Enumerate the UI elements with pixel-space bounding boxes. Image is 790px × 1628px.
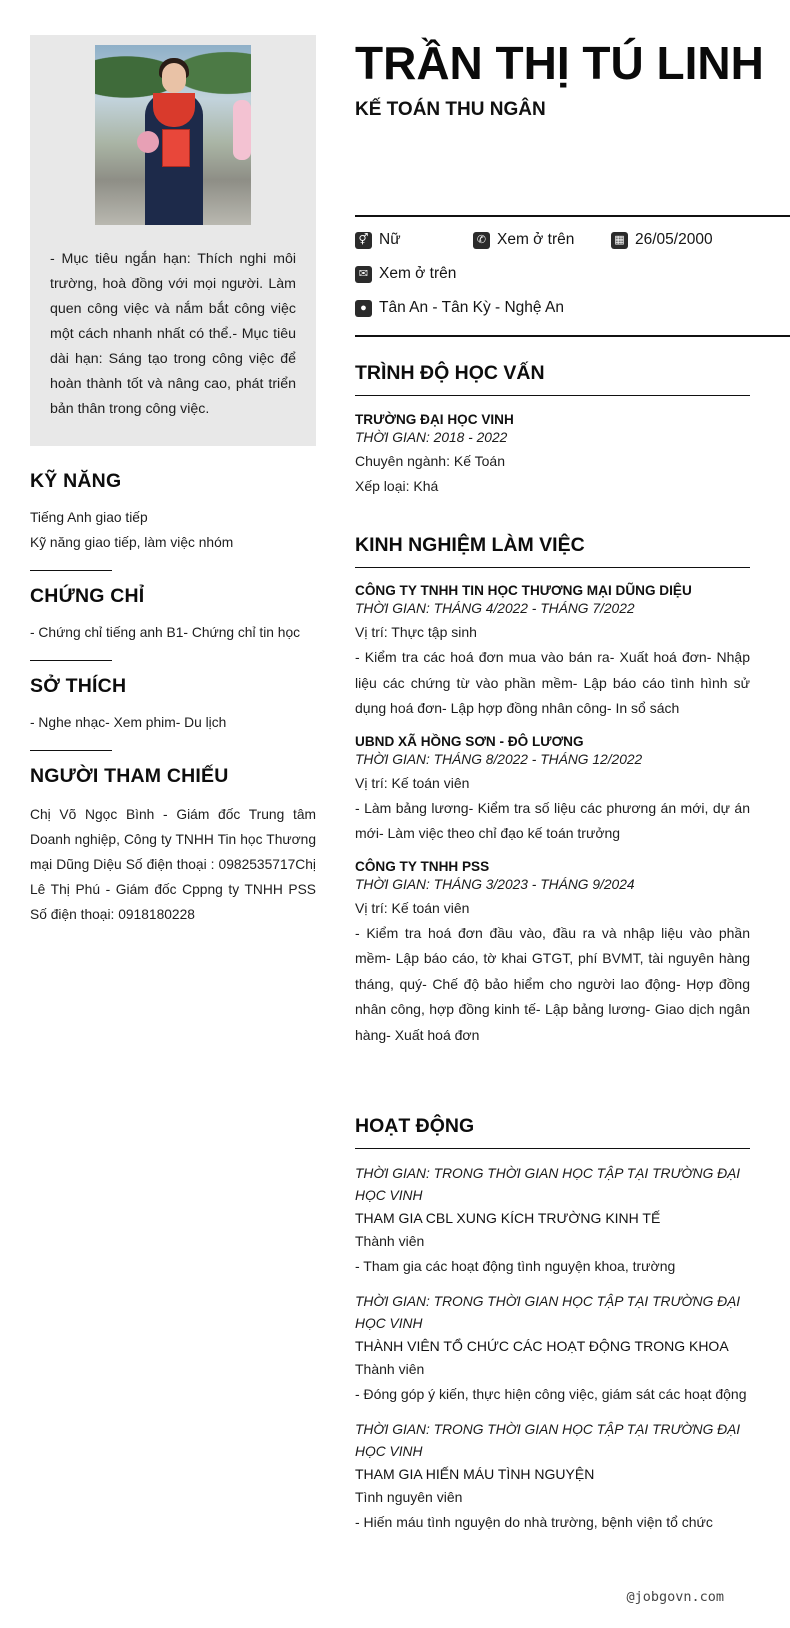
profile-box xyxy=(30,35,316,446)
activity-description: - Tham gia các hoạt động tình nguyện khoa, trường xyxy=(355,1258,676,1274)
activity-description: - Hiến máu tình nguyện do nhà trường, bệnh viện tổ chức xyxy=(355,1514,713,1530)
job-description: - Kiểm tra các hoá đơn mua vào bán ra- Xuất hoá đơn- Nhập liệu các chứng từ vào phần mềm- Lập báo cáo tình hình sử dụng hoá đơn- Lập hợp đồng nhân công- In sổ sách xyxy=(355,649,750,716)
phone-info xyxy=(473,231,574,249)
references-text: Chị Võ Ngọc Bình - Giám đốc Trung tâm Doanh nghiệp, Công ty TNHH Tin học Thương mại Dũng Diệu Số điện thoại : 0982535717Chị Lê Thị Phú - Giám đốc Cppng ty TNHH PSS Số điện thoại: 0918180228 xyxy=(30,807,316,922)
job-position: Vị trí: Kế toán viên xyxy=(355,774,470,791)
company-name: CÔNG TY TNHH PSS xyxy=(355,858,490,874)
experience-entry xyxy=(355,583,750,722)
activities-title: HOẠT ĐỘNG xyxy=(355,1115,475,1137)
references-title: NGƯỜI THAM CHIẾU xyxy=(30,765,229,787)
activity-name: THAM GIA CBL XUNG KÍCH TRƯỜNG KINH TẾ xyxy=(355,1210,661,1226)
job-title: KẾ TOÁN THU NGÂN xyxy=(355,99,546,120)
activity-role: Thành viên xyxy=(355,1233,425,1249)
certificates-title: CHỨNG CHỈ xyxy=(30,585,145,607)
profile-photo xyxy=(95,45,251,225)
skill-item: Tiếng Anh giao tiếp xyxy=(30,510,148,525)
gender-info xyxy=(355,231,401,249)
career-objective: - Mục tiêu ngắn hạn: Thích nghi môi trường, hoà đồng với mọi người. Làm quen công việc và nắm bắt công việc một cách nhanh nhất có thể.- Mục tiêu dài hạn: Sáng tạo trong công việc để hoàn thành tốt và nâng cao, phát triển bản thân trong công việc. xyxy=(50,251,296,417)
gender-value: Nữ xyxy=(379,231,401,248)
email-value: Xem ở trên xyxy=(379,265,457,282)
activity-entry xyxy=(355,1419,750,1535)
contact-info xyxy=(355,215,790,337)
skills-title: KỸ NĂNG xyxy=(30,470,122,492)
phone-value: Xem ở trên xyxy=(497,231,575,248)
hobbies-title: SỞ THÍCH xyxy=(30,675,127,697)
company-name: CÔNG TY TNHH TIN HỌC THƯƠNG MẠI DŨNG DIỆU xyxy=(355,583,692,598)
experience-entry xyxy=(355,859,750,1049)
hobbies-section xyxy=(30,675,316,735)
job-description: - Làm bảng lương- Kiểm tra số liệu các phương án mới, dự án mới- Làm việc theo chỉ đạo kế toán trưởng xyxy=(355,799,750,841)
activity-time: THỜI GIAN: TRONG THỜI GIAN HỌC TẬP TẠI TRƯỜNG ĐẠI HỌC VINH xyxy=(355,1166,741,1203)
company-name: UBND XÃ HỒNG SƠN - ĐÔ LƯƠNG xyxy=(355,733,584,749)
job-time: THỜI GIAN: THÁNG 3/2023 - THÁNG 9/2024 xyxy=(355,876,635,892)
references-section xyxy=(30,765,316,927)
job-position: Vị trí: Kế toán viên xyxy=(355,899,470,916)
certificates-text: - Chứng chỉ tiếng anh B1- Chứng chỉ tin học xyxy=(30,625,301,640)
skills-section xyxy=(30,470,316,555)
school-name: TRƯỜNG ĐẠI HỌC VINH xyxy=(355,412,514,427)
education-title: TRÌNH ĐỘ HỌC VẤN xyxy=(355,362,545,384)
address-info xyxy=(355,299,564,317)
skill-item: Kỹ năng giao tiếp, làm việc nhóm xyxy=(30,535,234,550)
activity-role: Thành viên xyxy=(355,1361,425,1377)
section-divider xyxy=(30,660,112,661)
education-major: Chuyên ngành: Kế Toán xyxy=(355,453,505,469)
experience-entry xyxy=(355,734,750,847)
section-divider xyxy=(30,750,112,751)
activity-name: THÀNH VIÊN TỔ CHỨC CÁC HOẠT ĐỘNG TRONG KHOA xyxy=(355,1338,729,1354)
section-rule xyxy=(355,567,750,568)
job-position: Vị trí: Thực tập sinh xyxy=(355,624,477,640)
hobbies-text: - Nghe nhạc- Xem phim- Du lịch xyxy=(30,715,227,730)
section-rule xyxy=(355,395,750,396)
envelope-icon: ✉ xyxy=(355,266,372,283)
experience-title: KINH NGHIỆM LÀM VIỆC xyxy=(355,534,585,556)
activity-entry xyxy=(355,1163,750,1279)
activity-description: - Đóng góp ý kiến, thực hiện công việc, giám sát các hoạt động xyxy=(355,1386,747,1402)
job-time: THỜI GIAN: THÁNG 4/2022 - THÁNG 7/2022 xyxy=(355,601,635,616)
candidate-name: TRẦN THỊ TÚ LINH xyxy=(355,37,764,89)
right-column xyxy=(355,35,790,1530)
watermark: @jobgovn.com xyxy=(626,1589,724,1605)
certificates-section xyxy=(30,585,316,645)
job-time: THỜI GIAN: THÁNG 8/2022 - THÁNG 12/2022 xyxy=(355,751,643,767)
activities-section xyxy=(355,1115,750,1535)
job-description: - Kiểm tra hoá đơn đầu vào, đầu ra và nhập liệu vào phần mềm- Lập báo cáo, tờ khai GTGT, phí BVMT, tài nguyên hàng tháng, quý- Chế độ bảo hiểm cho người lao động- Hợp đồng nhân công, hợp đồng kinh tế- Lập bảng lương- Giao dịch ngân hàng- Xuất hoá đơn xyxy=(355,924,750,1043)
activity-entry xyxy=(355,1291,750,1407)
gender-icon: ⚥ xyxy=(355,232,372,249)
phone-icon: ✆ xyxy=(473,232,490,249)
location-pin-icon: ● xyxy=(355,300,372,317)
left-column xyxy=(30,35,316,927)
birthday-value: 26/05/2000 xyxy=(635,231,713,248)
education-section xyxy=(355,362,750,499)
experience-section xyxy=(355,534,750,1048)
section-divider xyxy=(30,570,112,571)
activity-time: THỜI GIAN: TRONG THỜI GIAN HỌC TẬP TẠI TRƯỜNG ĐẠI HỌC VINH xyxy=(355,1422,741,1459)
calendar-icon: ▦ xyxy=(611,232,628,249)
email-info xyxy=(355,265,456,283)
section-rule xyxy=(355,1148,750,1149)
education-grade: Xếp loại: Khá xyxy=(355,478,439,494)
activity-time: THỜI GIAN: TRONG THỜI GIAN HỌC TẬP TẠI TRƯỜNG ĐẠI HỌC VINH xyxy=(355,1294,741,1331)
activity-name: THAM GIA HIẾN MÁU TÌNH NGUYỆN xyxy=(355,1466,595,1482)
address-value: Tân An - Tân Kỳ - Nghệ An xyxy=(379,299,564,316)
birthday-info xyxy=(611,231,713,249)
education-time: THỜI GIAN: 2018 - 2022 xyxy=(355,430,508,445)
activity-role: Tình nguyên viên xyxy=(355,1489,463,1505)
